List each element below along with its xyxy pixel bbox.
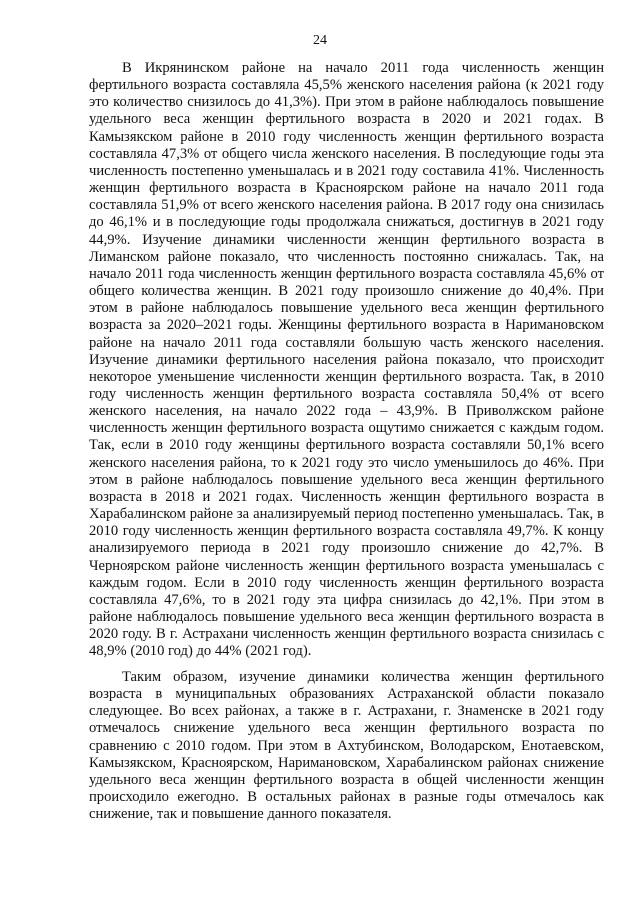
body-paragraph-1 xyxy=(89,60,604,660)
body-paragraph-2 xyxy=(89,669,604,823)
paragraph-1-text: В Икрянинском районе на начало 2011 года численность женщин фертильного возраста составляла 45,5% женского населения района (к 2021 году это количество снизилось до 41,3%). При этом в районе наблюдалось повышение удельного веса женщин фертильного возраста в 2020 и 2021 годах. В Камызякском районе в 2010 году численность женщин фертильного возраста составляла 47,3% от общего числа женского населения. В последующие годы эта численность постепенно уменьшалась и в 2021 году составила 41%. Численность женщин фертильного возраста в Красноярском районе на начало 2011 года составляла 51,9% от всего женского населения района. В 2017 году она снизилась до 46,1% и в последующие годы продолжала снижаться, достигнув в 2021 году 44,9%. Изучение динамики численности женщин фертильного возраста в Лиманском районе показало, что численность постоянно снижалась. Так, на начало 2011 года численность женщин фертильного возраста составляла 45,6% от общего количества женщин. В 2021 году произошло снижение до 40,4%. При этом в районе наблюдалось повышение удельного веса женщин фертильного возраста за 2020–2021 годы. Женщины фертильного возраста в Наримановском районе на начало 2011 года составляли большую часть женского населения. Изучение динамики фертильного населения района показало, что происходит некоторое уменьшение численности женщин фертильного возраста. Так, в 2010 году численность женщин фертильного возраста составляла 50,4% от всего женского населения, на начало 2022 года – 43,9%. В Приволжском районе численность женщин фертильного возраста ощутимо снижается с каждым годом. Так, если в 2010 году женщины фертильного возраста составляли 50,1% всего женского населения района, то к 2021 году это число уменьшилось до 46%. При этом в районе наблюдалось повышение удельного веса женщин фертильного возраста в 2018 и 2021 годах. Численность женщин фертильного возраста в Харабалинском районе за анализируемый период постепенно уменьшалась. Так, в 2010 году численность женщин фертильного возраста составляла 49,7%. К концу анализируемого периода в 2021 году произошло снижение до 42,7%. В Черноярском районе численность женщин фертильного возраста уменьшалась с каждым годом. Если в 2010 году численность женщин фертильного возраста составляла 47,6%, то в 2021 году эта цифра снизилась до 42,1%. При этом в районе наблюдалось повышение удельного веса женщин фертильного возраста в 2020 году. В г. Астрахани численность женщин фертильного возраста снизилась с 48,9% (2010 год) до 44% (2021 год). xyxy=(89,60,604,660)
page-number: 24 xyxy=(313,33,327,48)
paragraph-2-text: Таким образом, изучение динамики количества женщин фертильного возраста в муниципальных образованиях Астраханской области показало следующее. Во всех районах, а также в г. Астрахани, г. Знаменске в 2021 году отмечалось снижение удельного веса женщин фертильного возраста по сравнению с 2010 годом. При этом в Ахтубинском, Володарском, Енотаевском, Камызякском, Красноярском, Наримановском, Харабалинском районах снижение удельного веса женщин фертильного возраста в общей численности женщин происходило ежегодно. В остальных районах в разные годы отмечалось как снижение, так и повышение данного показателя. xyxy=(89,669,604,823)
